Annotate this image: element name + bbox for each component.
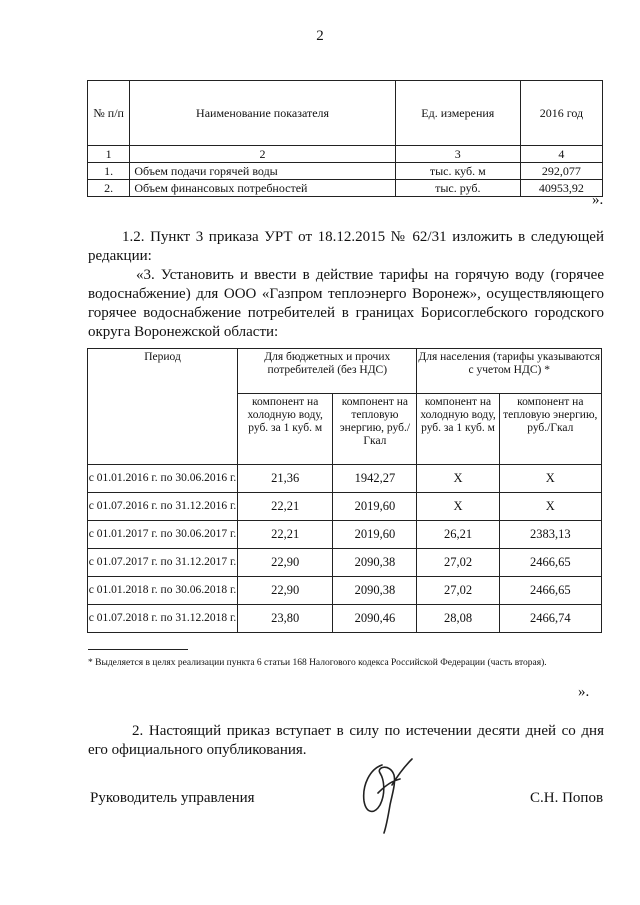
header-budget-consumers: Для бюджетных и прочих потребителей (без НДС) bbox=[238, 349, 417, 394]
cell-value: 1942,27 bbox=[333, 465, 417, 493]
table-row bbox=[88, 521, 602, 549]
cell-value: 2090,38 bbox=[333, 577, 417, 605]
tariff-table bbox=[87, 348, 602, 633]
cell-value: 21,36 bbox=[238, 465, 333, 493]
table-row bbox=[88, 605, 602, 633]
column-number-row bbox=[88, 146, 603, 163]
row-period: с 01.01.2017 г. по 30.06.2017 г. bbox=[88, 521, 238, 549]
row-period: с 01.01.2018 г. по 30.06.2018 г. bbox=[88, 577, 238, 605]
cell-value: 2466,65 bbox=[499, 577, 601, 605]
paragraph-effective-date: 2. Настоящий приказ вступает в силу по истечении десяти дней со дня его официального опубликования. bbox=[88, 723, 604, 758]
header-heat-component: компонент на тепловую энергию, руб./Гкал bbox=[333, 394, 417, 465]
row-period: с 01.07.2018 г. по 31.12.2018 г. bbox=[88, 605, 238, 633]
header-unit: Ед. измерения bbox=[395, 81, 520, 146]
page-number: 2 bbox=[316, 28, 324, 44]
cell-value: 23,80 bbox=[238, 605, 333, 633]
signatory-title: Руководитель управления bbox=[90, 790, 255, 806]
column-number: 4 bbox=[520, 146, 602, 163]
header-heat-component: компонент на тепловую энергию, руб./Гкал bbox=[499, 394, 601, 465]
cell-value: 26,21 bbox=[417, 521, 499, 549]
table-group-header-row bbox=[88, 349, 602, 394]
cell-value: X bbox=[417, 465, 499, 493]
table-row bbox=[88, 577, 602, 605]
header-year: 2016 год bbox=[520, 81, 602, 146]
cell-value: 2383,13 bbox=[499, 521, 601, 549]
table-row bbox=[88, 549, 602, 577]
row-number: 1. bbox=[88, 163, 130, 180]
row-indicator: Объем финансовых потребностей bbox=[130, 180, 395, 197]
cell-value: 27,02 bbox=[417, 577, 499, 605]
footnote-divider bbox=[88, 649, 188, 650]
footnote: * Выделяется в целях реализации пункта 6 статьи 168 Налогового кодекса Российской Федерации (часть вторая). bbox=[88, 658, 547, 668]
row-unit: тыс. куб. м bbox=[395, 163, 520, 180]
signatory-name: С.Н. Попов bbox=[530, 790, 604, 806]
cell-value: 2090,46 bbox=[333, 605, 417, 633]
cell-value: X bbox=[417, 493, 499, 521]
cell-value: 2019,60 bbox=[333, 493, 417, 521]
cell-value: 27,02 bbox=[417, 549, 499, 577]
column-number: 2 bbox=[130, 146, 395, 163]
cell-value: 2466,74 bbox=[499, 605, 601, 633]
footnote-closing-quote: ». bbox=[578, 684, 590, 700]
column-number: 1 bbox=[88, 146, 130, 163]
signature-mark bbox=[352, 745, 422, 835]
header-number: № п/п bbox=[88, 81, 130, 146]
table-row bbox=[88, 465, 602, 493]
table-row bbox=[88, 163, 603, 180]
row-value: 40953,92 bbox=[520, 180, 602, 197]
paragraph-3: «3. Установить и ввести в действие тарифы на горячую воду (горячее водоснабжение) для ООО «Газпром теплоэнерго Воронеж», осуществляющего горячее водоснабжение потребителей в границах Борисоглебского городского округа Воронежской области: bbox=[88, 267, 604, 340]
cell-value: X bbox=[499, 493, 601, 521]
row-period: с 01.07.2017 г. по 31.12.2017 г. bbox=[88, 549, 238, 577]
table-header-row bbox=[88, 81, 603, 146]
cell-value: 22,90 bbox=[238, 577, 333, 605]
table-row bbox=[88, 180, 603, 197]
header-period: Период bbox=[88, 349, 238, 465]
cell-value: 28,08 bbox=[417, 605, 499, 633]
table1-closing-quote: ». bbox=[592, 192, 604, 208]
column-number: 3 bbox=[395, 146, 520, 163]
row-period: с 01.01.2016 г. по 30.06.2016 г. bbox=[88, 465, 238, 493]
header-indicator: Наименование показателя bbox=[130, 81, 395, 146]
row-unit: тыс. руб. bbox=[395, 180, 520, 197]
table-row bbox=[88, 493, 602, 521]
cell-value: 22,21 bbox=[238, 521, 333, 549]
paragraph-1-2: 1.2. Пункт 3 приказа УРТ от 18.12.2015 № 62/31 изложить в следующей редакции: bbox=[88, 229, 604, 264]
volumes-table bbox=[87, 80, 603, 197]
row-number: 2. bbox=[88, 180, 130, 197]
header-cold-water-component: компонент на холодную воду, руб. за 1 куб. м bbox=[417, 394, 499, 465]
cell-value: 2019,60 bbox=[333, 521, 417, 549]
cell-value: X bbox=[499, 465, 601, 493]
cell-value: 22,21 bbox=[238, 493, 333, 521]
cell-value: 22,90 bbox=[238, 549, 333, 577]
row-value: 292,077 bbox=[520, 163, 602, 180]
row-indicator: Объем подачи горячей воды bbox=[130, 163, 395, 180]
row-period: с 01.07.2016 г. по 31.12.2016 г. bbox=[88, 493, 238, 521]
header-population: Для населения (тарифы указываются с учетом НДС) * bbox=[417, 349, 602, 394]
header-cold-water-component: компонент на холодную воду, руб. за 1 куб. м bbox=[238, 394, 333, 465]
cell-value: 2090,38 bbox=[333, 549, 417, 577]
cell-value: 2466,65 bbox=[499, 549, 601, 577]
